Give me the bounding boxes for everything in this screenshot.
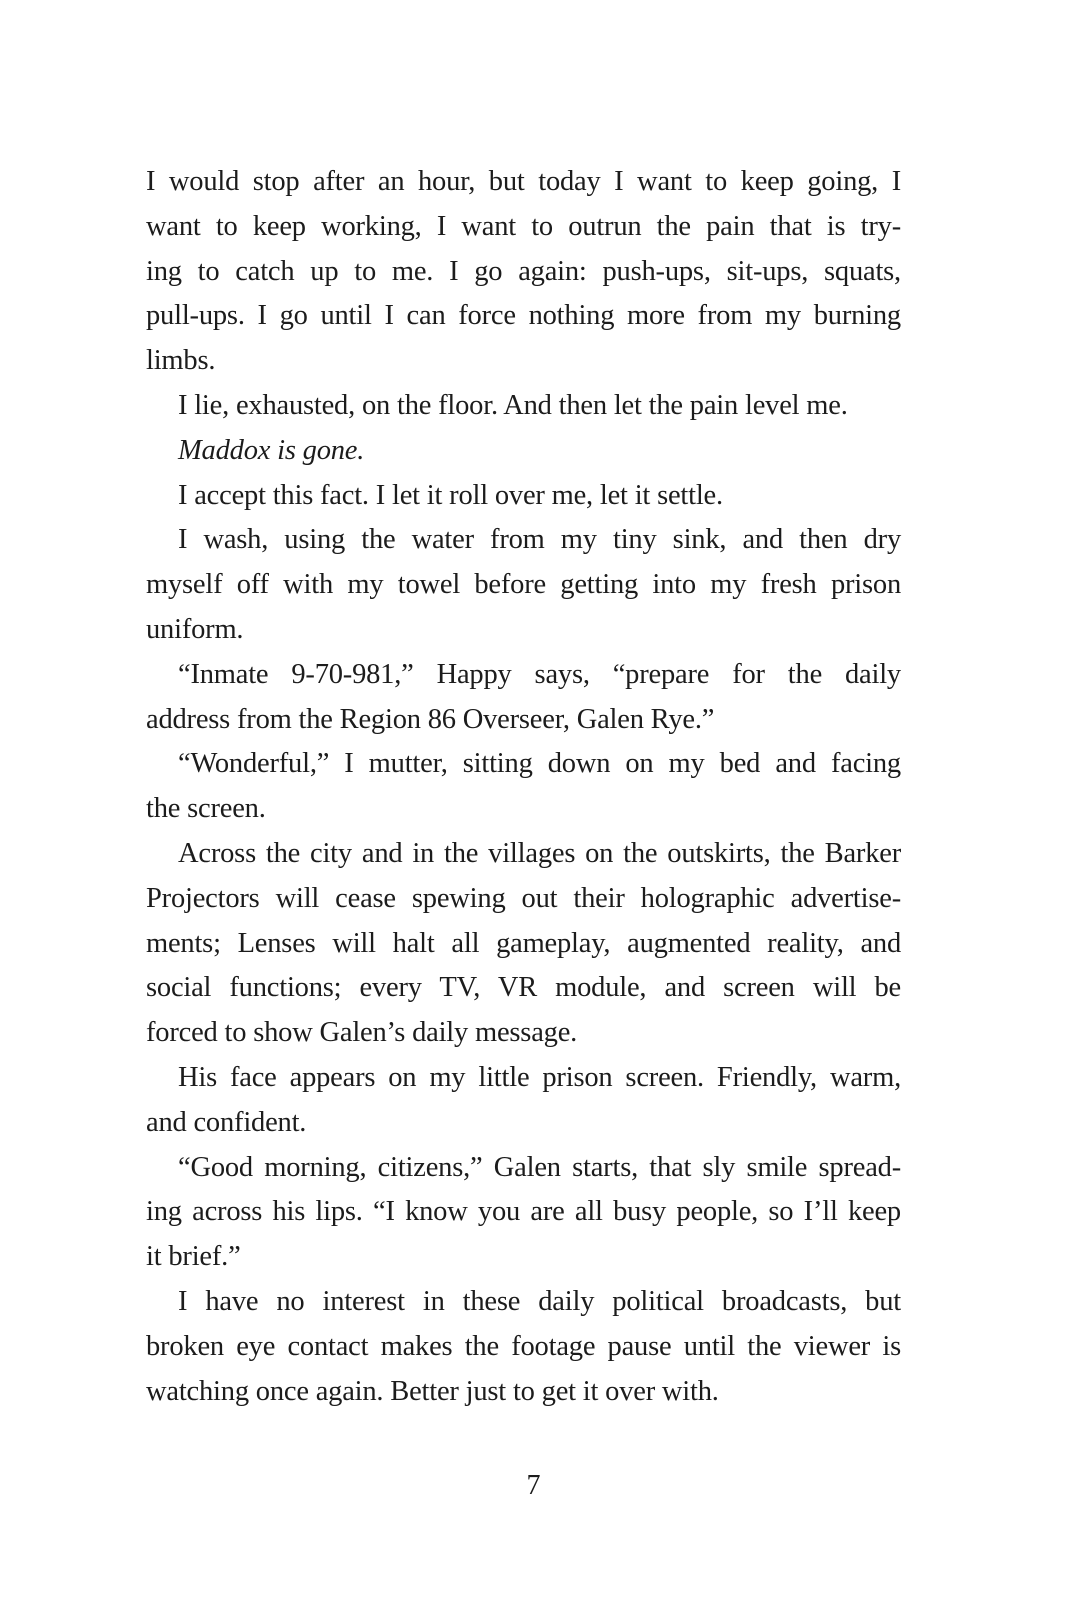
text-line: want to keep working, I want to outrun the pain that is try- (146, 210, 901, 242)
text-line: the screen. (146, 793, 266, 825)
text-line: ments; Lenses will halt all gameplay, augmented reality, and (146, 927, 901, 959)
text-line: social functions; every TV, VR module, and screen will be (146, 972, 901, 1004)
page-number: 7 (526, 1470, 541, 1501)
text-line: watching once again. Better just to get it over with. (146, 1375, 719, 1407)
text-line: address from the Region 86 Overseer, Galen Rye.” (146, 703, 715, 735)
text-line: His face appears on my little prison screen. Friendly, warm, (178, 1061, 901, 1093)
text-line: forced to show Galen’s daily message. (146, 1017, 578, 1049)
italic-text-line: Maddox is gone. (178, 434, 365, 466)
text-line: I lie, exhausted, on the floor. And then let the pain level me. (178, 389, 848, 421)
text-line: uniform. (146, 613, 244, 645)
text-line: and confident. (146, 1106, 307, 1138)
text-line: Projectors will cease spewing out their holographic advertise- (146, 882, 901, 914)
text-line: pull-ups. I go until I can force nothing more from my burning (146, 300, 901, 332)
text-line: I would stop after an hour, but today I want to keep going, I (146, 166, 901, 197)
text-line: “Wonderful,” I mutter, sitting down on my bed and facing (178, 748, 901, 780)
text-line: I wash, using the water from my tiny sink, and then dry (178, 524, 901, 556)
text-line: “Inmate 9-70-981,” Happy says, “prepare for the daily (178, 658, 901, 690)
text-line: “Good morning, citizens,” Galen starts, that sly smile spread- (178, 1151, 901, 1183)
body-text (146, 160, 901, 1414)
text-line: it brief.” (146, 1241, 241, 1273)
text-line: I have no interest in these daily political broadcasts, but (178, 1285, 901, 1317)
text-line: myself off with my towel before getting into my fresh prison (146, 569, 901, 601)
text-line: ing to catch up to me. I go again: push-ups, sit-ups, squats, (146, 255, 901, 287)
text-line: limbs. (146, 345, 216, 377)
text-line: ing across his lips. “I know you are all busy people, so I’ll keep (146, 1196, 901, 1228)
text-line: broken eye contact makes the footage pause until the viewer is (146, 1330, 901, 1362)
text-line: Across the city and in the villages on the outskirts, the Barker (178, 837, 901, 869)
text-line: I accept this fact. I let it roll over me, let it settle. (178, 479, 723, 511)
